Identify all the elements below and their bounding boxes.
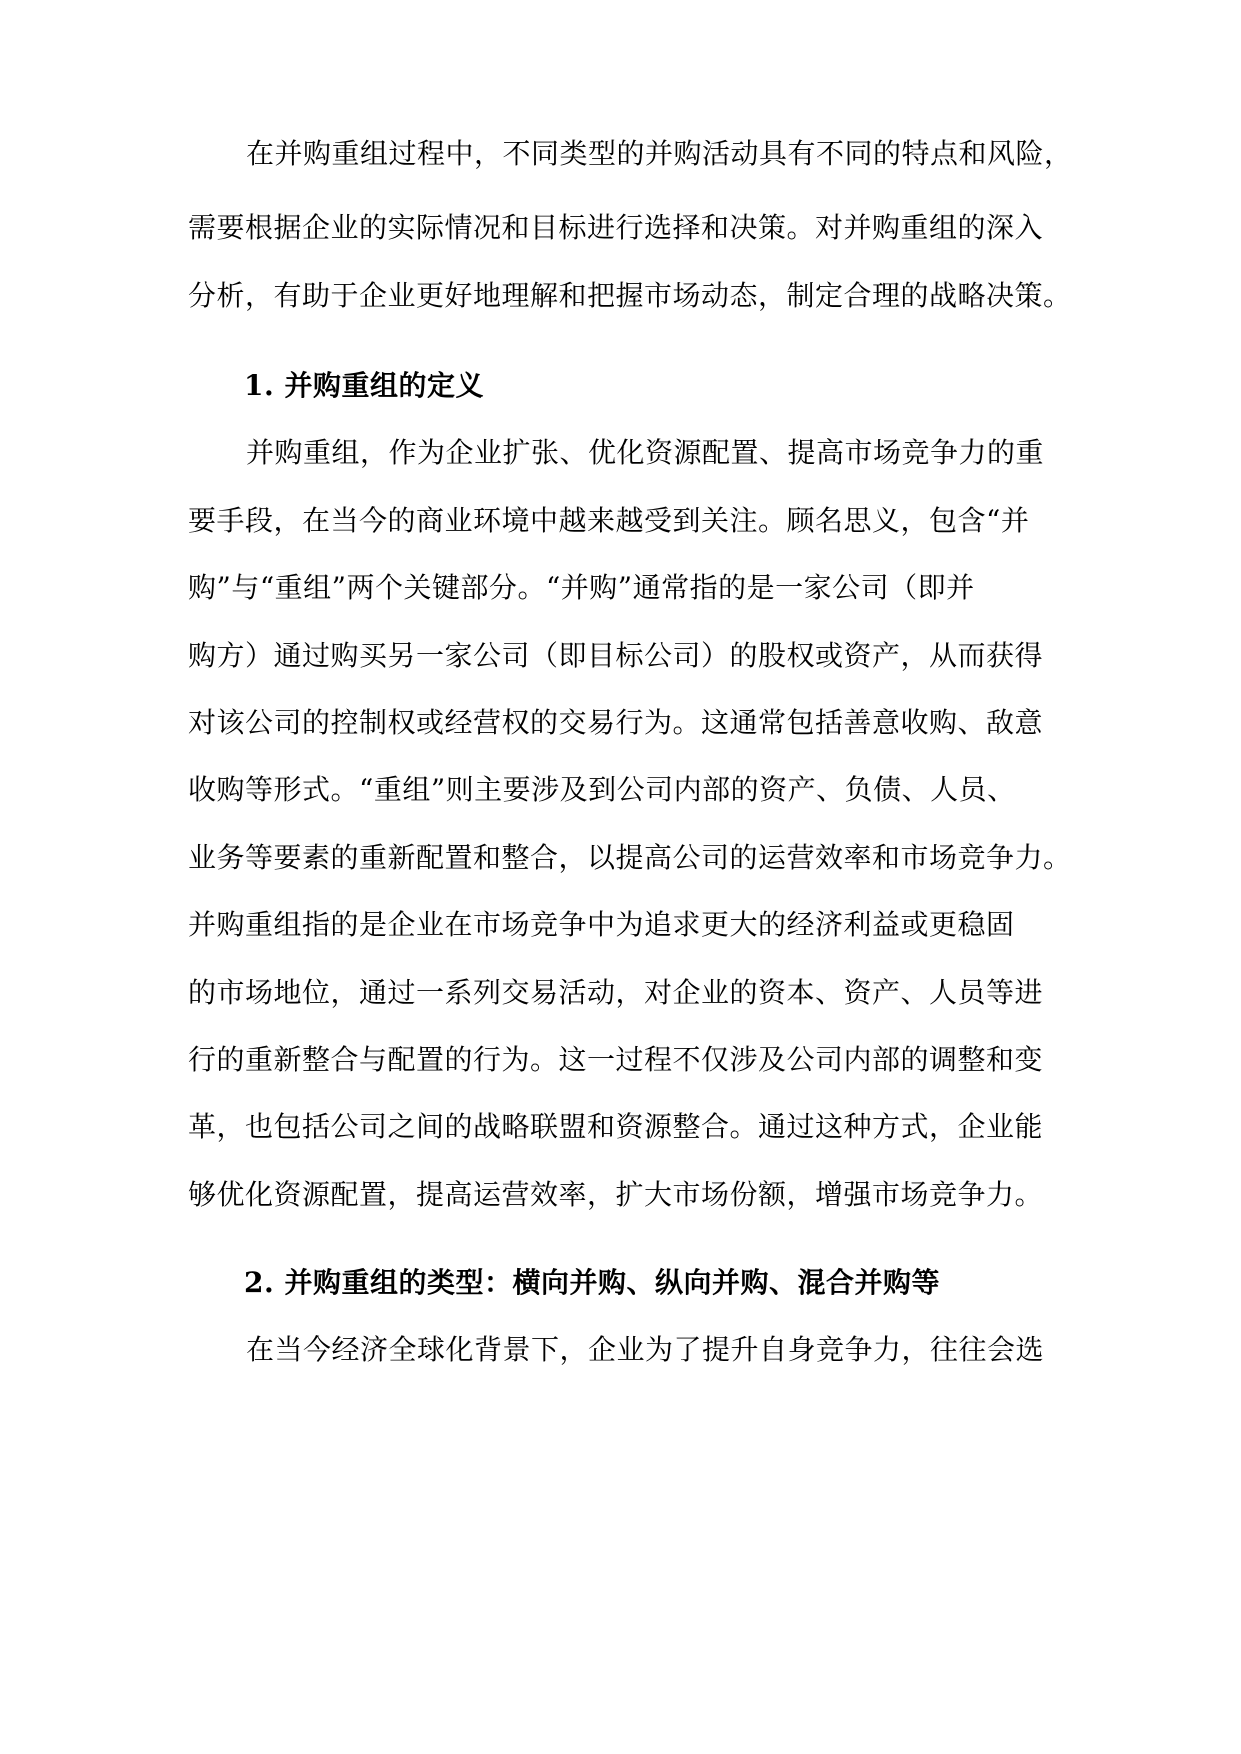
section-1-line-2: 要手段，在当今的商业环境中越来越受到关注。顾名思义，包含“并 [188, 504, 1030, 537]
section-1-line-8: 并购重组指的是企业在市场竞争中为追求更大的经济利益或更稳固 [188, 908, 1015, 941]
section-2-heading: 2. 并购重组的类型：横向并购、纵向并购、混合并购等 [244, 1266, 940, 1299]
section-1-line-11: 革，也包括公司之间的战略联盟和资源整合。通过这种方式，企业能 [188, 1110, 1044, 1143]
section-1-line-9: 的市场地位，通过一系列交易活动，对企业的资本、资产、人员等进 [188, 976, 1044, 1009]
section-1-line-10: 行的重新整合与配置的行为。这一过程不仅涉及公司内部的调整和变 [188, 1043, 1044, 1076]
section-1-line-6: 收购等形式。“重组”则主要涉及到公司内部的资产、负债、人员、 [188, 773, 1016, 806]
intro-line-2: 需要根据企业的实际情况和目标进行选择和决策。对并购重组的深入 [188, 211, 1044, 244]
section-1-line-4: 购方）通过购买另一家公司（即目标公司）的股权或资产，从而获得 [188, 639, 1044, 672]
intro-line-1: 在并购重组过程中，不同类型的并购活动具有不同的特点和风险， [246, 137, 1073, 170]
intro-line-3: 分析，有助于企业更好地理解和把握市场动态，制定合理的战略决策。 [188, 279, 1072, 312]
section-1-line-7: 业务等要素的重新配置和整合，以提高公司的运营效率和市场竞争力。 [188, 841, 1072, 874]
section-1-line-1: 并购重组，作为企业扩张、优化资源配置、提高市场竞争力的重 [246, 436, 1045, 469]
section-1-line-12: 够优化资源配置，提高运营效率，扩大市场份额，增强市场竞争力。 [188, 1178, 1044, 1211]
section-1-line-5: 对该公司的控制权或经营权的交易行为。这通常包括善意收购、敌意 [188, 706, 1044, 739]
section-1-line-3: 购”与“重组”两个关键部分。“并购”通常指的是一家公司（即并 [188, 571, 975, 604]
section-2-line-1: 在当今经济全球化背景下，企业为了提升自身竞争力，往往会选 [246, 1333, 1045, 1366]
section-1-heading: 1. 并购重组的定义 [244, 369, 484, 402]
